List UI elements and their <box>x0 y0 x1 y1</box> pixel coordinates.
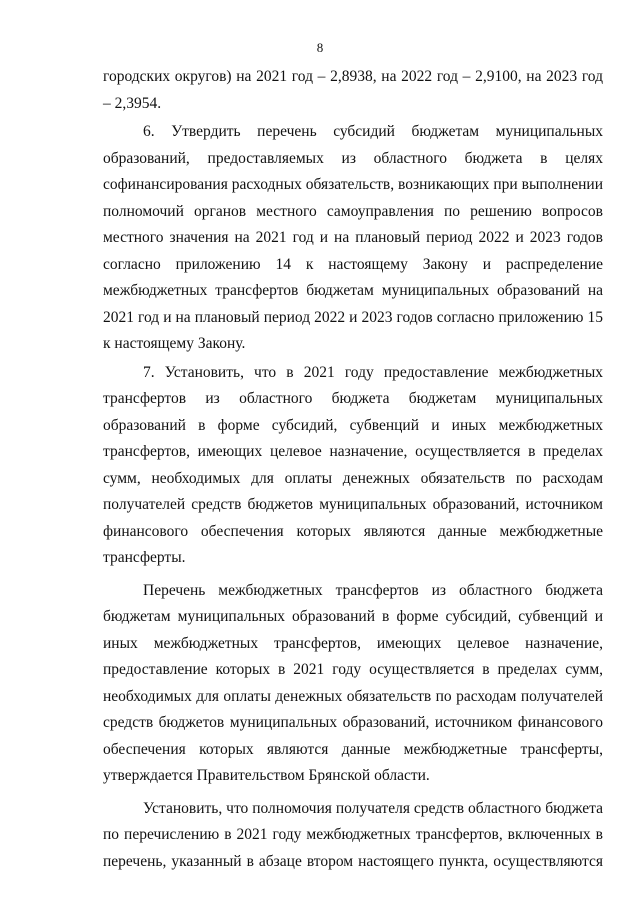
paragraph-item-7: 7. Установить, что в 2021 году предоставление межбюджетных трансфертов из областного бюджета бюджетам муниципальных образований в форме субсидий, субвенций и иных межбюджетных трансфертов, имеющих целевое назначение, осуществляется в пределах сумм, необходимых для оплаты денежных обязательств по расходам получателей средств бюджетов муниципальных образований, источником финансового обеспечения которых являются данные межбюджетные трансферты. <box>103 363 603 566</box>
page-number: 8 <box>316 40 324 55</box>
paragraph-transfer-list: Перечень межбюджетных трансфертов из областного бюджета бюджетам муниципальных образований в форме субсидий, субвенций и иных межбюджетных трансфертов, имеющих целевое назначение, предоставление которых в 2021 году осуществляется в пределах сумм, необходимых для оплаты денежных обязательств по расходам получателей средств бюджетов муниципальных образований, источником финансового обеспечения которых являются данные межбюджетные трансферты, утверждается Правительством Брянской области. <box>103 581 603 784</box>
paragraph-item-6: 6. Утвердить перечень субсидий бюджетам муниципальных образований, предоставляемых из областного бюджета в целях софинансирования расходных обязательств, возникающих при выполнении полномочий органов местного самоуправления по решению вопросов местного значения на 2021 год и на плановый период 2022 и 2023 годов согласно приложению 14 к настоящему Закону и распределение межбюджетных трансфертов бюджетам муниципальных образований на 2021 год и на плановый период 2022 и 2023 годов согласно приложению 15 к настоящему Закону. <box>103 123 603 352</box>
document-body <box>103 64 603 875</box>
paragraph-authority: Установить, что полномочия получателя средств областного бюджета по перечислению в 2021 году межбюджетных трансфертов, включенных в перечень, указанный в абзаце втором настоящего пункта, осуществляются <box>103 799 603 870</box>
paragraph-continuation: городских округов) на 2021 год – 2,8938, на 2022 год – 2,9100, на 2023 год – 2,3954. <box>103 68 603 112</box>
